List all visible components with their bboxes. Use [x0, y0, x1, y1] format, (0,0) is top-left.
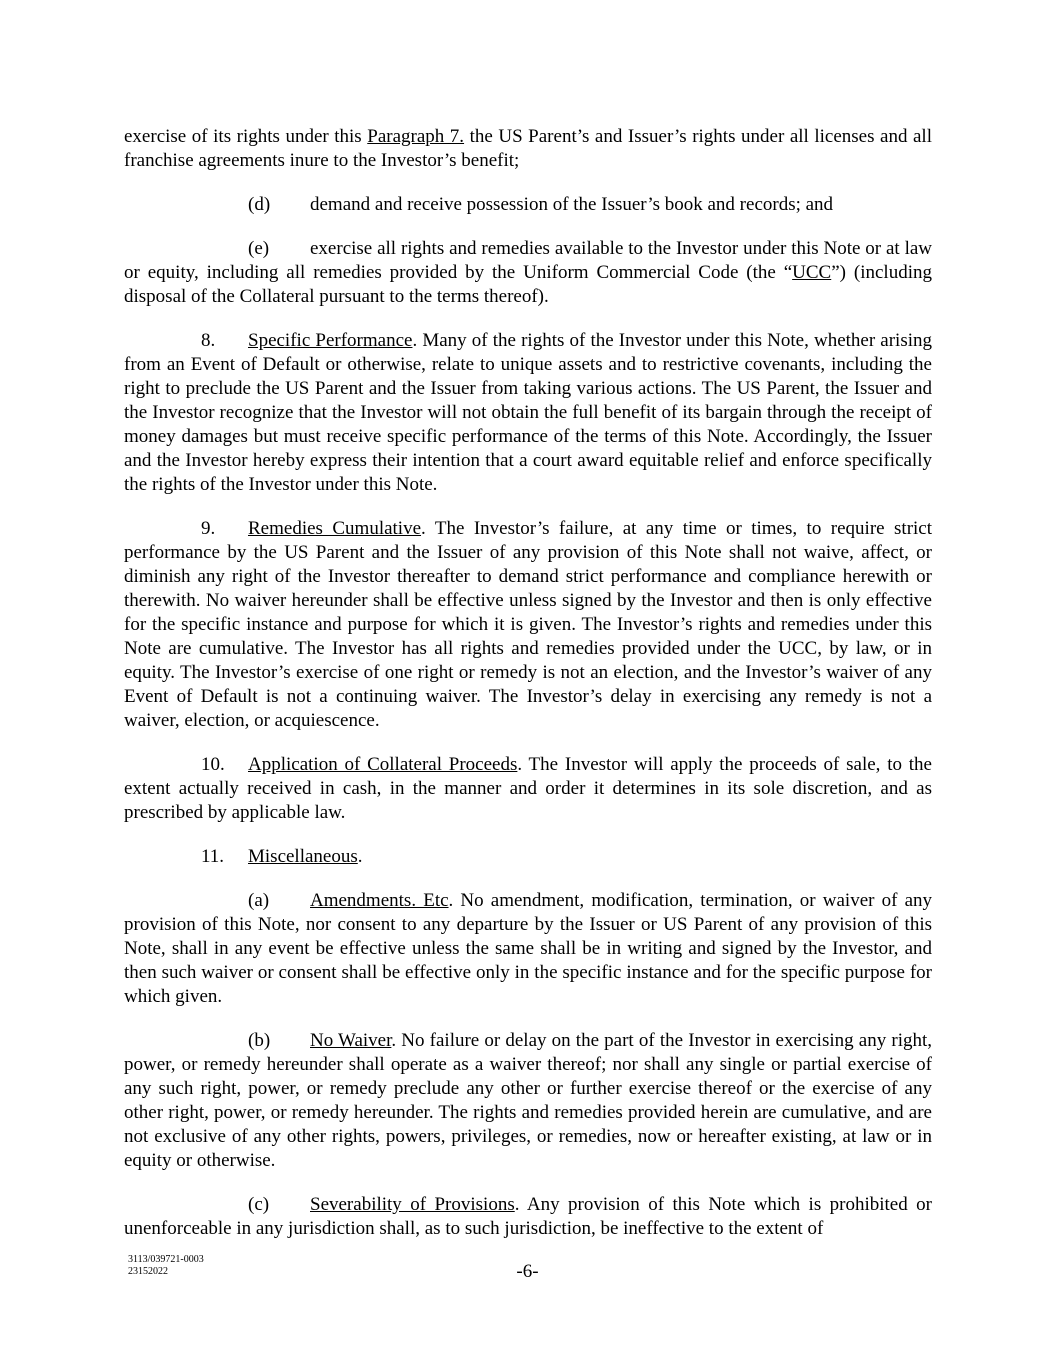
clause-d-label: (d) [248, 194, 271, 215]
clause-d-text: demand and receive possession of the Issuer’s book and records; and [310, 194, 834, 215]
matter-number: 3113/039721-0003 [128, 1254, 204, 1265]
section-11: 11. Miscellaneous. [201, 846, 363, 867]
clause-11b [124, 1029, 932, 1173]
section-9-number: 9. [201, 518, 216, 539]
clause-11c [124, 1193, 932, 1241]
document-body [124, 125, 932, 1261]
document-number: 23152022 [128, 1266, 168, 1277]
paragraph-7-reference: Paragraph 7. [367, 126, 465, 147]
clause-11a-label: (a) [248, 890, 270, 911]
section-8 [124, 329, 932, 497]
clause-11c-label: (c) [248, 1194, 270, 1215]
clause-11a [124, 889, 932, 1009]
section-11-number: 11. [201, 846, 225, 867]
section-9 [124, 517, 932, 733]
section-8-text: . Many of the rights of the Investor under this Note, whether arising from an Event of Default or otherwise, relate to unique assets and to restrictive covenants, including the right to preclude the US Parent and the Issuer from taking various actions. The US Parent, the Issuer and the Investor recognize that the Investor will not obtain the full benefit of its bargain through the receipt of money damages but must receive specific performance of the terms of this Note. Accordingly, the Issuer and the Investor hereby express their intention that a court award equitable relief and enforce specifically the rights of the Investor under this Note. [124, 330, 933, 495]
section-10-heading: Application of Collateral Proceeds [248, 754, 518, 775]
section-10 [124, 753, 932, 825]
clause-11b-label: (b) [248, 1030, 271, 1051]
clause-e: (e) exercise all rights and remedies available to the Investor under this Note or at law or equity, including all remedies provided by the Uniform Commercial Code (the “UCC”) (including disposal of the Collateral pursuant to the terms thereof). [124, 238, 932, 307]
clause-11a-text: . No amendment, modification, termination, or waiver of any provision of this Note, nor consent to any departure by the Issuer or US Parent of any provision of this Note, shall in any event be effective unless the same shall be in writing and signed by the Investor, and then such waiver or consent shall be effective only in the specific instance and for the specific purpose for which given. [124, 890, 932, 1007]
section-10-number: 10. [201, 754, 225, 775]
section-10-text: . The Investor will apply the proceeds of sale, to the extent actually received in cash, in the manner and order it determines in its sole discretion, and as prescribed by applicable law. [124, 754, 932, 823]
paragraph-7-continuation: exercise of its rights under this Paragraph 7. the US Parent’s and Issuer’s rights under all licenses and all franchise agreements inure to the Investor’s benefit; [124, 126, 932, 171]
section-8-heading: Specific Performance [248, 330, 413, 351]
clause-d [124, 193, 932, 217]
section-9-text: . The Investor’s failure, at any time or times, to require strict performance by the US Parent and the Issuer of any provision of this Note shall not waive, affect, or diminish any right of the Investor thereafter to demand strict performance and compliance herewith or therewith. No waiver hereunder shall be effective unless signed by the Investor and then is only effective for the specific instance and purpose for which it is given. The Investor’s rights and remedies under this Note are cumulative. The Investor has all rights and remedies provided under the UCC, by law, or in equity. The Investor’s exercise of one right or remedy is not an election, and the Investor’s waiver of any Event of Default is not a continuing waiver. The Investor’s delay in exercising any remedy is not a waiver, election, or acquiescence. [124, 518, 933, 731]
section-9-heading: Remedies Cumulative [248, 518, 422, 539]
section-8-number: 8. [201, 330, 216, 351]
clause-e-label: (e) [248, 238, 270, 259]
clause-11b-heading: No Waiver [310, 1030, 392, 1051]
clause-11b-text: . No failure or delay on the part of the Investor in exercising any right, power, or remedy hereunder shall operate as a waiver thereof; nor shall any single or partial exercise of any such right, power, or remedy preclude any other or further exercise thereof or the exercise of any other right, power, or remedy hereunder. The rights and remedies provided herein are cumulative, and are not exclusive of any other rights, powers, privileges, or remedies, now or hereafter existing, at law or in equity or otherwise. [124, 1030, 933, 1171]
clause-11a-heading: Amendments. Etc [310, 890, 449, 911]
section-11-heading: Miscellaneous [248, 846, 358, 867]
ucc-defined-term: UCC [792, 262, 832, 283]
page-number: -6- [516, 1261, 539, 1282]
clause-11c-heading: Severability of Provisions [310, 1194, 515, 1215]
clause-11c-text: . Any provision of this Note which is prohibited or unenforceable in any jurisdiction shall, as to such jurisdiction, be ineffective to the extent of [124, 1194, 932, 1239]
